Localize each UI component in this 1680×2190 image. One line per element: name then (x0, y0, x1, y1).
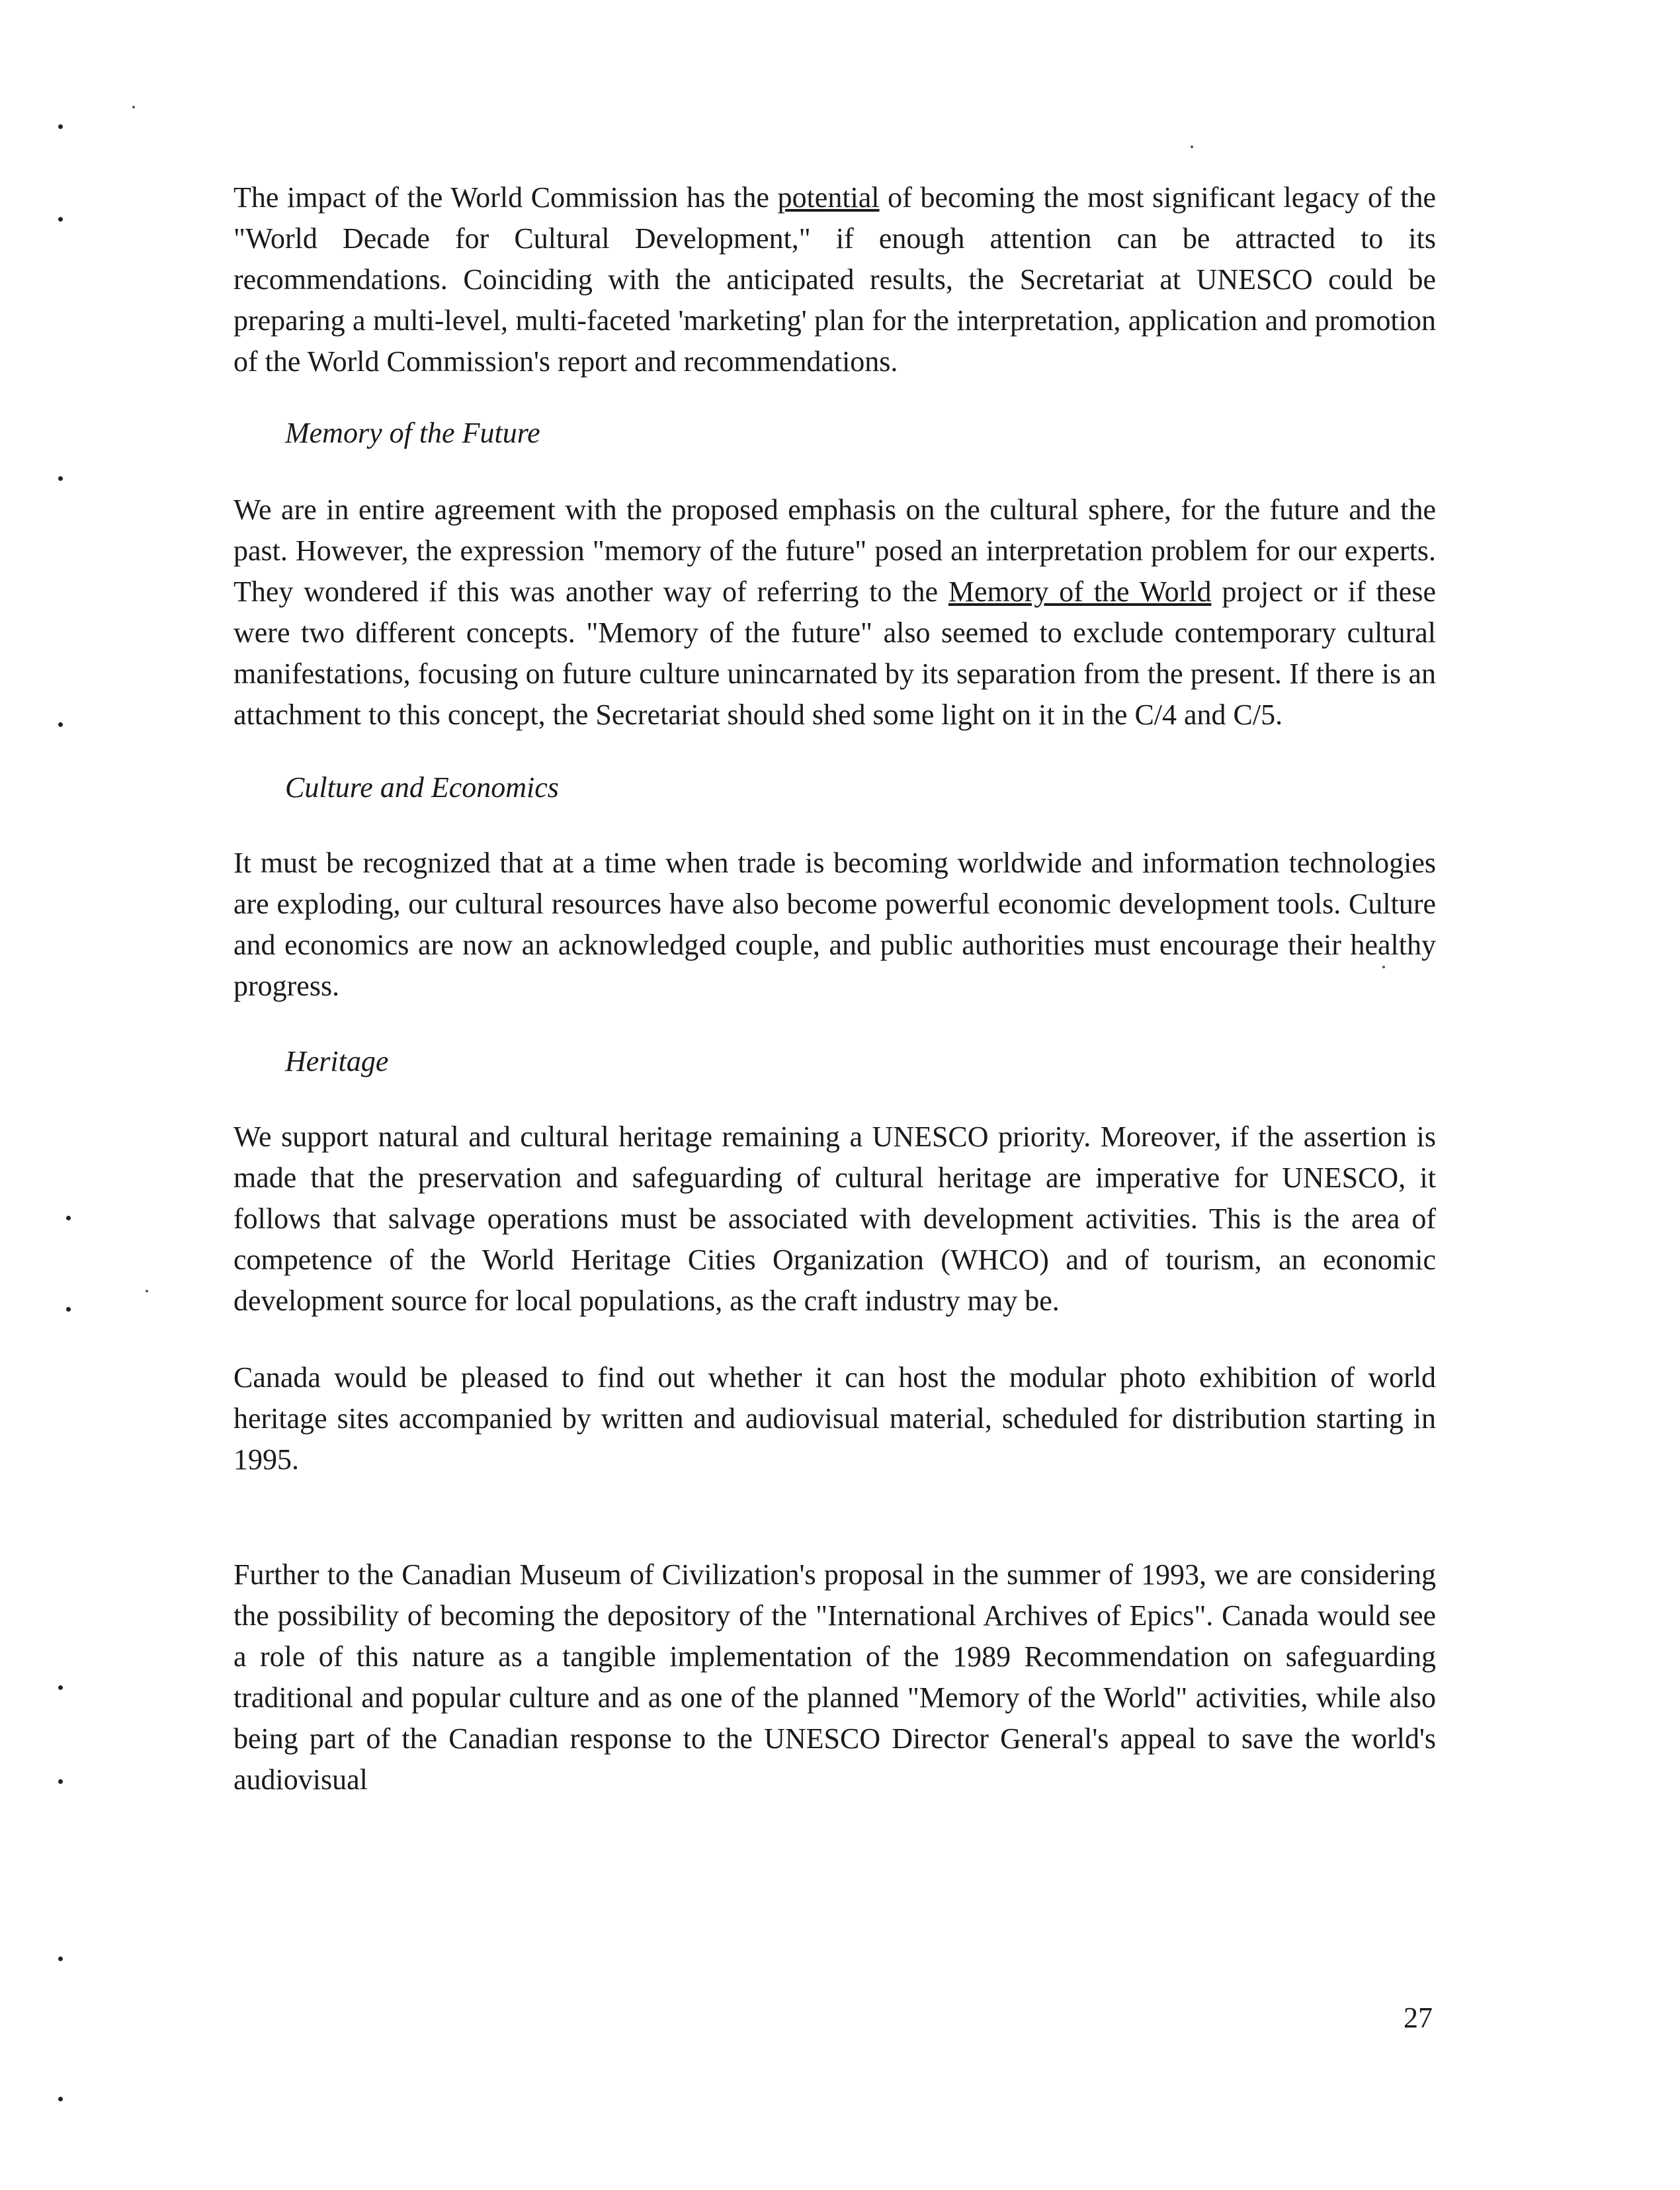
scan-speck (66, 1307, 71, 1312)
page-number: 27 (1404, 2001, 1433, 2034)
text-segment: We are in entire agreement with the proposed emphasis on the cultural sphere, for the future and the past. However, the expression "memory of the future" posed an interpretation problem for our experts. They wondered if this was another way of referring to the (233, 493, 1436, 608)
document-body (233, 177, 1436, 1800)
paragraph-culture-and-economics: It must be recognized that at a time when trade is becoming worldwide and information technologies are exploding, our cultural resources have also become powerful economic development tools. Culture and economics are now an acknowledged couple, and public authorities must encourage their healthy progress. (233, 847, 1436, 1002)
scan-speck (58, 1779, 63, 1784)
underlined-term: Memory of the World (948, 575, 1212, 608)
scan-speck (146, 1290, 148, 1292)
underlined-term: potential (777, 181, 880, 214)
heading-culture-and-economics: Culture and Economics (285, 771, 559, 804)
scan-speck (58, 124, 63, 129)
paragraph-photo-exhibition: Canada would be pleased to find out whether it can host the modular photo exhibition of world heritage sites accompanied by written and audiovisual material, scheduled for distribution starting in 1995. (233, 1361, 1436, 1476)
scan-speck (58, 1685, 63, 1690)
scan-speck (1191, 146, 1193, 148)
scan-speck (66, 1216, 71, 1220)
paragraph-archives-of-epics: Further to the Canadian Museum of Civilization's proposal in the summer of 1993, we are considering the possibility of becoming the depository of the "International Archives of Epics". Canada would see a role of this nature as a tangible implementation of the 1989 Recommendation on safeguarding traditional and popular culture and as one of the planned "Memory of the World" activities, while also being part of the Canadian response to the UNESCO Director General's appeal to save the world's audiovisual (233, 1558, 1436, 1796)
scan-speck (58, 1957, 63, 1961)
paragraph-world-commission (233, 177, 1436, 382)
text-segment: project or if these were two different concepts. "Memory of the future" also seemed to exclude contemporary cultural manifestations, focusing on future culture unincarnated by its separation from the present. If there is an attachment to this concept, the Secretariat should shed some light on it in the C/4 and C/5. (233, 575, 1436, 731)
paragraph-heritage: We support natural and cultural heritage remaining a UNESCO priority. Moreover, if the assertion is made that the preservation and safeguarding of cultural heritage are imperative for UNESCO, it follows that salvage operations must be associated with development activities. This is the area of competence of the World Heritage Cities Organization (WHCO) and of tourism, an economic development source for local populations, as the craft industry may be. (233, 1120, 1436, 1317)
heading-heritage: Heritage (285, 1045, 389, 1077)
text-segment: of becoming the most significant legacy of the "World Decade for Cultural Development," if enough attention can be attracted to its recommendations. Coinciding with the anticipated results, the Secretariat at UNESCO could be preparing a multi-level, multi-faceted 'marketing' plan for the interpretation, application and promotion of the World Commission's report and recommendations. (233, 181, 1436, 378)
scan-speck (58, 722, 63, 727)
text-segment: The impact of the World Commission has the (233, 181, 778, 214)
heading-memory-of-the-future: Memory of the Future (285, 417, 540, 449)
scan-speck (58, 2097, 63, 2101)
scan-speck (58, 476, 63, 481)
scan-speck (132, 106, 135, 108)
paragraph-memory-of-the-future (233, 489, 1436, 736)
scan-speck (58, 217, 63, 222)
